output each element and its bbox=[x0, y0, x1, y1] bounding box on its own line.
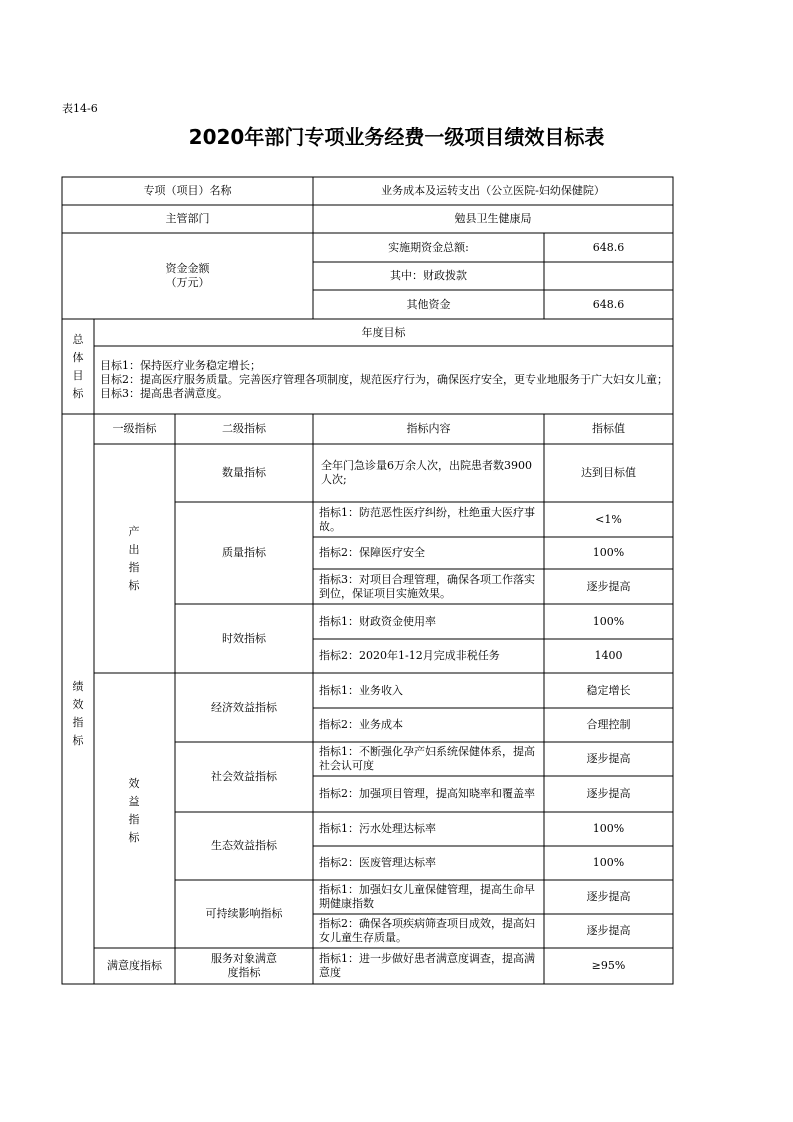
indicator-content: 指标2：医废管理达标率 bbox=[319, 856, 436, 869]
indicator-content: 指标1：污水处理达标率 bbox=[319, 822, 436, 835]
indicator-content: 指标1：防范恶性医疗纠纷，杜绝重大医疗事故。 bbox=[319, 505, 535, 533]
indicator-value: 逐步提高 bbox=[586, 924, 631, 937]
benefit-indicator-label: 效益指标 bbox=[128, 776, 140, 844]
indicator-content: 指标1：不断强化孕产妇系统保健体系，提高社会认可度 bbox=[319, 745, 535, 772]
indicator-content: 指标2：加强项目管理，提高知晓率和覆盖率 bbox=[319, 787, 535, 800]
indicator-value: 稳定增长 bbox=[586, 683, 631, 697]
page-title: 2020年部门专项业务经费一级项目绩效目标表 bbox=[188, 125, 605, 149]
indicator-value: 逐步提高 bbox=[586, 579, 631, 593]
quality-indicator-label: 质量指标 bbox=[222, 546, 266, 559]
goal-3: 目标3：提高患者满意度。 bbox=[100, 387, 228, 400]
quantity-indicator-label: 数量指标 bbox=[222, 466, 266, 479]
indicator-content: 指标2：2020年1-12月完成非税任务 bbox=[319, 649, 500, 662]
indicator-value: 逐步提高 bbox=[586, 752, 631, 765]
sustainable-impact-label: 可持续影响指标 bbox=[205, 907, 283, 920]
indicator-content: 指标2：业务成本 bbox=[319, 718, 403, 731]
project-name-label: 专项（项目）名称 bbox=[143, 184, 232, 197]
table-number: 表14-6 bbox=[62, 102, 98, 115]
total-funds-label: 实施期资金总额: bbox=[388, 240, 469, 254]
goal-2: 目标2：提高医疗服务质量。完善医疗管理各项制度，规范医疗行为，确保医疗安全，更专业地服务于广大妇女儿童； bbox=[100, 373, 668, 386]
indicator-content: 全年门急诊量6万余人次，出院患者数3900人次; bbox=[321, 459, 532, 486]
indicator-value: 逐步提高 bbox=[586, 890, 631, 903]
indicator-content: 指标3：对项目合理管理，确保各项工作落实到位，保证项目实施效果。 bbox=[319, 572, 535, 600]
economic-benefit-label: 经济效益指标 bbox=[211, 700, 277, 714]
col-header-content: 指标内容 bbox=[406, 422, 451, 435]
indicator-content: 指标1：财政资金使用率 bbox=[319, 614, 436, 628]
indicator-value: 1400 bbox=[594, 649, 623, 662]
col-header-level2: 二级指标 bbox=[222, 422, 266, 435]
indicator-content: 指标2：保障医疗安全 bbox=[319, 546, 425, 559]
indicator-content: 指标2：确保各项疾病筛查项目成效，提高妇女儿童生存质量。 bbox=[319, 917, 535, 944]
goal-1: 目标1：保持医疗业务稳定增长； bbox=[100, 359, 261, 372]
annual-goals-list bbox=[94, 346, 673, 414]
annual-goals-label: 年度目标 bbox=[361, 325, 406, 339]
indicator-value: 合理控制 bbox=[586, 718, 631, 731]
indicator-value: 达到目标值 bbox=[581, 466, 636, 479]
indicators-side-label: 绩效指标 bbox=[72, 680, 84, 747]
social-benefit-label: 社会效益指标 bbox=[211, 770, 277, 783]
indicator-value: 100% bbox=[592, 856, 625, 869]
indicator-content: 指标1：进一步做好患者满意度调查，提高满意度 bbox=[319, 952, 535, 979]
other-funds-label: 其他资金 bbox=[406, 297, 451, 311]
indicator-value: 100% bbox=[592, 546, 625, 559]
indicator-value: ≥95% bbox=[591, 959, 626, 972]
dept-label: 主管部门 bbox=[165, 212, 210, 225]
service-satisfaction-label: 服务对象满意度指标 bbox=[211, 952, 277, 979]
funds-label bbox=[62, 233, 313, 319]
timeliness-indicator-label: 时效指标 bbox=[222, 631, 266, 645]
indicator-content: 指标1：加强妇女儿童保健管理，提高生命早期健康指数 bbox=[319, 883, 535, 910]
funds-label-line1: 资金金额 bbox=[165, 262, 210, 275]
overall-goals-side-label: 总体目标 bbox=[72, 332, 84, 400]
other-funds-value: 648.6 bbox=[592, 297, 625, 311]
satisfaction-indicator-label: 满意度指标 bbox=[107, 959, 162, 972]
col-header-level1: 一级指标 bbox=[112, 422, 157, 435]
total-funds-value: 648.6 bbox=[592, 240, 625, 254]
indicator-value: 100% bbox=[592, 614, 625, 628]
ecological-benefit-label: 生态效益指标 bbox=[211, 839, 277, 852]
output-indicator-label: 产出指标 bbox=[128, 524, 140, 592]
fiscal-funds-value bbox=[544, 262, 673, 290]
indicator-value: 逐步提高 bbox=[586, 787, 631, 800]
funds-label-line2: （万元） bbox=[165, 276, 210, 289]
indicator-value: 100% bbox=[592, 822, 625, 835]
fiscal-funds-label: 其中：财政拨款 bbox=[390, 269, 467, 282]
col-header-value: 指标值 bbox=[592, 422, 625, 435]
indicator-value: <1% bbox=[595, 512, 622, 526]
indicator-content: 指标1：业务收入 bbox=[319, 683, 403, 697]
dept-value: 勉县卫生健康局 bbox=[454, 212, 532, 225]
project-name-value: 业务成本及运转支出（公立医院-妇幼保健院） bbox=[381, 184, 605, 197]
